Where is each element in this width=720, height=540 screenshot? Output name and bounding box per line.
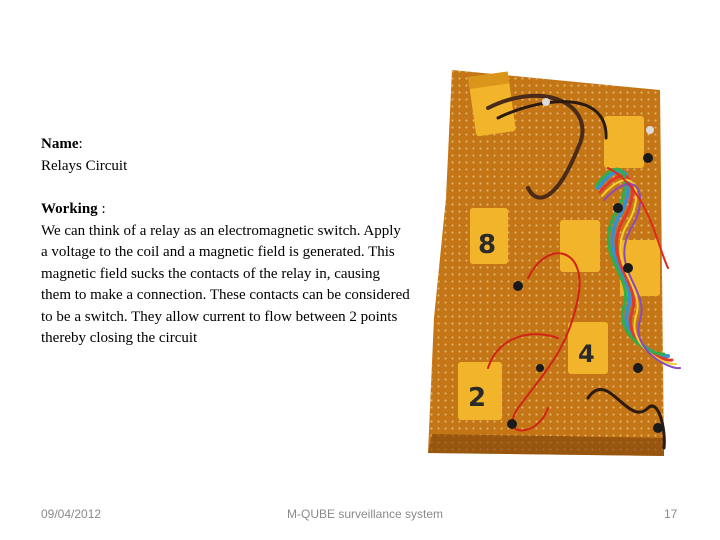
relay-marking-2: 2 xyxy=(468,383,487,413)
relay-bottom-left xyxy=(458,362,502,420)
footer-title: M-QUBE surveillance system xyxy=(287,507,444,521)
relay-circuit-photo xyxy=(428,68,700,456)
relay-marking-8: 8 xyxy=(478,230,497,260)
page-number: 17 xyxy=(664,507,678,521)
relay-middle-center xyxy=(560,220,600,272)
working-label: Working xyxy=(41,201,98,217)
relay-middle-left xyxy=(470,208,508,264)
text-content xyxy=(41,134,411,350)
name-label: Name xyxy=(41,136,79,152)
name-value: Relays Circuit xyxy=(41,157,128,174)
name-heading: Name: xyxy=(41,136,83,152)
working-description: We can think of a relay as an electromagnetic switch. Apply a voltage to the coil and a magnetic field is generated. This magnetic field sucks the contacts of the relay in, causing them to make a connection. These contacts can be considered to be a switch. They allow current to flow between 2 points thereby closing the circuit xyxy=(41,222,410,346)
working-heading: Working : xyxy=(41,201,106,217)
relay-marking-4: 4 xyxy=(578,340,595,368)
spacer xyxy=(41,177,411,199)
relay-lower-right xyxy=(568,322,608,374)
footer-date: 09/04/2012 xyxy=(41,507,102,521)
relay-top-right xyxy=(604,116,644,168)
